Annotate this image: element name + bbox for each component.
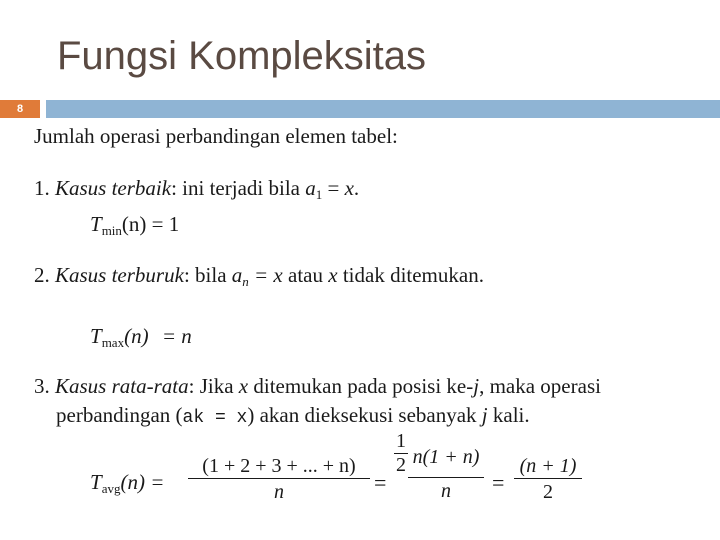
case3-text2: ditemukan pada posisi ke-: [248, 374, 474, 398]
case1-x: x: [344, 176, 354, 200]
case1-number: 1.: [34, 176, 50, 200]
case2-text: : bila: [183, 263, 232, 287]
case3-eq2: =: [492, 470, 505, 495]
case3-frac1-num: (1 + 2 + 3 + ... + n): [202, 455, 356, 477]
case1-name: Kasus terbaik: [55, 176, 172, 200]
case3-frac2-num: n(1 + n): [412, 446, 480, 468]
case3-fraction-1: [188, 455, 370, 504]
case3-line2-b: ) akan dieksekusi sebanyak: [247, 403, 482, 427]
case3-line2-a: perbandingan (: [56, 403, 183, 427]
case3-text1: : Jika: [188, 374, 239, 398]
case3-half-den: 2: [396, 454, 406, 476]
case1-var: a: [305, 176, 316, 200]
case2-number: 2.: [34, 263, 50, 287]
case2-name: Kasus terburuk: [55, 263, 184, 287]
case1-formula: [90, 212, 179, 237]
case3-text3: , maka operasi: [479, 374, 601, 398]
slide-title: Fungsi Kompleksitas: [57, 34, 427, 78]
case3-frac3-den: 2: [514, 478, 582, 504]
case2-formula: [90, 324, 192, 349]
case3-fraction-3: [514, 455, 582, 504]
case3-eq1: =: [374, 470, 387, 495]
case2-formula-sub: max: [101, 335, 125, 350]
case3-formula-rest: (n) =: [120, 470, 165, 494]
header-bar: [46, 100, 720, 118]
case3-frac1-den: n: [188, 478, 370, 504]
case2-formula-T: T: [90, 324, 102, 348]
case3-frac2-den: n: [408, 477, 484, 503]
case2-tail-x: x: [328, 263, 338, 287]
case2-formula-rest: (n): [124, 324, 149, 348]
case1-formula-rest: (n) = 1: [121, 212, 180, 236]
case3-frac3-num: (n + 1): [519, 455, 577, 477]
case3-formula-lhs: [90, 470, 164, 495]
case2-sub: n: [242, 274, 249, 289]
case1-rest: =: [322, 176, 345, 200]
case3-fraction-2: [408, 446, 484, 503]
intro-text: Jumlah operasi perbandingan elemen tabel:: [34, 124, 398, 148]
case3-line1: [34, 374, 601, 399]
case3-code: ak = x: [182, 408, 248, 428]
case2-formula-eq: = n: [161, 324, 192, 348]
case3-half-num: 1: [396, 430, 406, 452]
case2-rest: = x: [248, 263, 283, 287]
case3-half: [394, 430, 408, 477]
case3-line2-j: j: [481, 403, 488, 427]
case3-line2-c: kali.: [487, 403, 530, 427]
case3-formula-T: T: [90, 470, 102, 494]
case3-number: 3.: [34, 374, 50, 398]
case1-line: [34, 176, 359, 201]
slide-number: 8: [0, 100, 40, 118]
case1-sub: 1: [315, 187, 323, 202]
case2-line: [34, 263, 484, 288]
case1-formula-sub: min: [101, 223, 122, 238]
case3-name: Kasus rata-rata: [55, 374, 189, 398]
case1-text: : ini terjadi bila: [171, 176, 306, 200]
case1-end: .: [353, 176, 360, 200]
case3-formula-sub: avg: [101, 481, 121, 496]
case2-var: a: [231, 263, 243, 287]
case1-formula-T: T: [90, 212, 102, 236]
case3-j: j: [473, 374, 480, 398]
case2-tail1: atau: [282, 263, 329, 287]
case3-line2: [56, 403, 530, 428]
case2-tail2: tidak ditemukan.: [337, 263, 484, 287]
case3-x: x: [238, 374, 249, 398]
